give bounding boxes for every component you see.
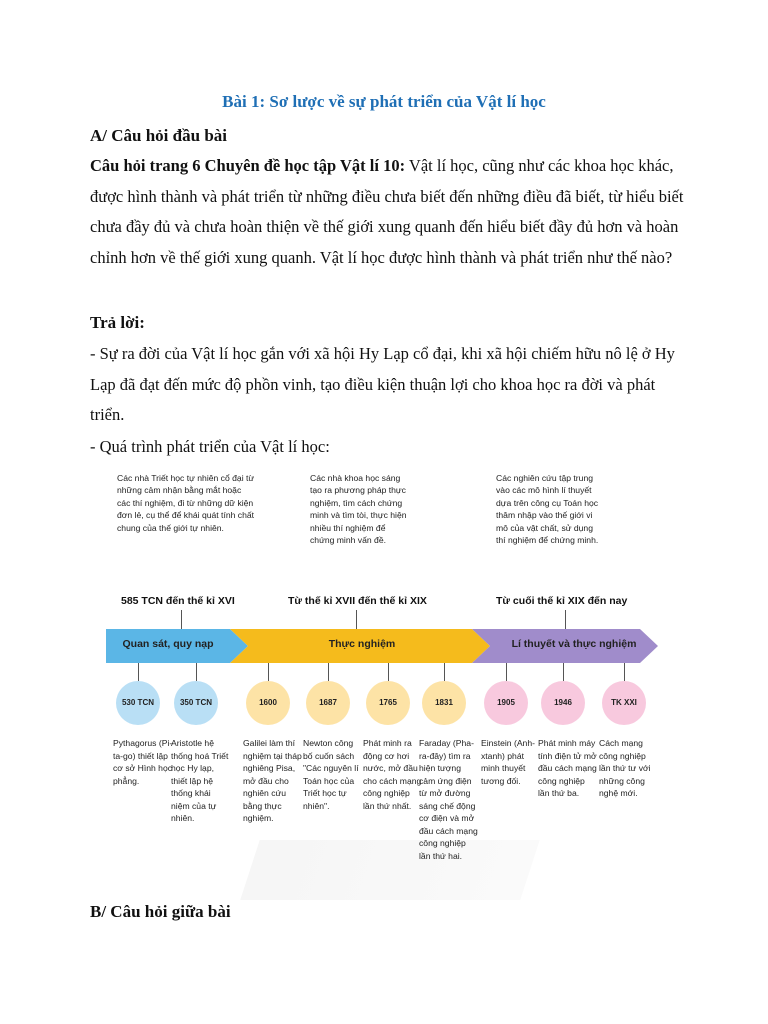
era-3-period: Từ cuối thế kỉ XIX đến nay xyxy=(496,595,628,607)
section-a-heading: A/ Câu hỏi đầu bài xyxy=(90,126,227,145)
timeline-node-description: Pythagorus (Pi-ta-go) thiết lập cơ sở Hình học phẳng. xyxy=(113,738,173,786)
timeline-node-description: Galilei làm thí nghiệm tại tháp nghiêng Pisa, mở đầu cho nghiên cứu bằng thực nghiệm. xyxy=(243,738,302,823)
timeline-node-description: Phát minh máy tính điện tử mở đầu cách mạng công nghiệp lần thứ ba. xyxy=(538,738,597,798)
timeline-node-year: 1687 xyxy=(306,681,350,725)
section-b-heading: B/ Câu hỏi giữa bài xyxy=(90,902,231,921)
era-2-tick xyxy=(356,610,357,630)
era-1-description: Các nhà Triết học tự nhiên cổ đại từ những cảm nhận bằng mắt hoặc các thí nghiệm, đi từ những dữ kiện đơn lẻ, cụ thể để khái quát tính chất chung của thế giới tự nhiên. xyxy=(117,473,255,533)
answer-label: Trả lời: xyxy=(90,313,145,332)
question-paragraph xyxy=(90,151,690,273)
page-title: Bài 1: Sơ lược về sự phát triển của Vật lí học xyxy=(222,92,546,111)
question-label: Câu hỏi trang 6 Chuyên đề học tập Vật lí 10: xyxy=(90,156,406,175)
node-stem xyxy=(388,663,389,681)
band-label-2: Thực nghiệm xyxy=(328,638,396,650)
node-stem xyxy=(444,663,445,681)
node-stem xyxy=(196,663,197,681)
timeline-node-year: 1946 xyxy=(541,681,585,725)
node-stem xyxy=(138,663,139,681)
node-stem xyxy=(506,663,507,681)
timeline-node-year: 1600 xyxy=(246,681,290,725)
timeline-node-year: TK XXI xyxy=(602,681,646,725)
era-3-tick xyxy=(565,610,566,630)
question-text: Vật lí học, cũng như các khoa học khác, được hình thành và phát triển từ những điều chưa biết đến những điều đã biết, từ hiểu biết chưa đầy đủ và chưa hoàn thiện về thế giới xung quanh đến hiểu biết đầy đủ hơn và hoàn chỉnh hơn về thế giới xung quanh. Vật lí học được hình thành và phát triển như thế nào? xyxy=(90,156,684,267)
band-label-1: Quan sát, quy nạp xyxy=(122,638,214,650)
timeline-node-description: Einstein (Anh-xtanh) phát minh thuyết tương đối. xyxy=(481,738,535,786)
node-stem xyxy=(624,663,625,681)
node-stem xyxy=(563,663,564,681)
timeline-node-description: Phát minh ra động cơ hơi nước, mở đầu cho cách mạng công nghiệp lần thứ nhất. xyxy=(363,738,422,811)
era-2-period: Từ thế kỉ XVII đến thế kỉ XIX xyxy=(288,595,427,607)
watermark xyxy=(240,840,539,900)
timeline-node-year: 530 TCN xyxy=(116,681,160,725)
era-3-description: Các nghiên cứu tập trung vào các mô hình lí thuyết dựa trên công cụ Toán học thâm nhập vào thế giới vi mô của vật chất, sử dụng thí nghiệm để chứng minh. xyxy=(496,473,599,546)
answer-paragraph-2: - Quá trình phát triển của Vật lí học: xyxy=(90,437,330,456)
timeline-node-description: Cách mạng công nghiệp lần thứ tư với những công nghệ mới. xyxy=(599,738,651,798)
node-stem xyxy=(268,663,269,681)
band-label-3: Lí thuyết và thực nghiệm xyxy=(511,638,637,650)
timeline-node-description: Aristotle hệ thống hoá Triết học Hy lạp, thiết lập hệ thống khái niệm của tự nhiên. xyxy=(171,738,229,823)
timeline-node-description: Newton công bố cuốn sách "Các nguyên lí Toán học của Triết học tự nhiên". xyxy=(303,738,359,811)
timeline-node-year: 1765 xyxy=(366,681,410,725)
era-2-description: Các nhà khoa học sáng tạo ra phương pháp thực nghiệm, tìm cách chứng minh và tìm tòi, thực hiện nhiều thí nghiệm để chứng minh vấn đề. xyxy=(310,473,407,546)
timeline-node-year: 1905 xyxy=(484,681,528,725)
timeline-node-year: 1831 xyxy=(422,681,466,725)
era-1-period: 585 TCN đến thế kỉ XVI xyxy=(121,595,235,607)
answer-paragraph-1: - Sự ra đời của Vật lí học gắn với xã hội Hy Lạp cổ đại, khi xã hội chiếm hữu nô lệ ở Hy Lạp đã đạt đến mức độ phồn vinh, tạo điều kiện thuận lợi cho khoa học ra đời và phát triển. xyxy=(90,344,675,424)
timeline-node-year: 350 TCN xyxy=(174,681,218,725)
timeline-node-description: Faraday (Pha-ra-đây) tìm ra hiện tượng cảm ứng điện từ mở đường sáng chế động cơ điện và mở đầu cách mạng công nghiệp lần thứ hai. xyxy=(419,738,478,861)
node-stem xyxy=(328,663,329,681)
era-1-tick xyxy=(181,610,182,630)
